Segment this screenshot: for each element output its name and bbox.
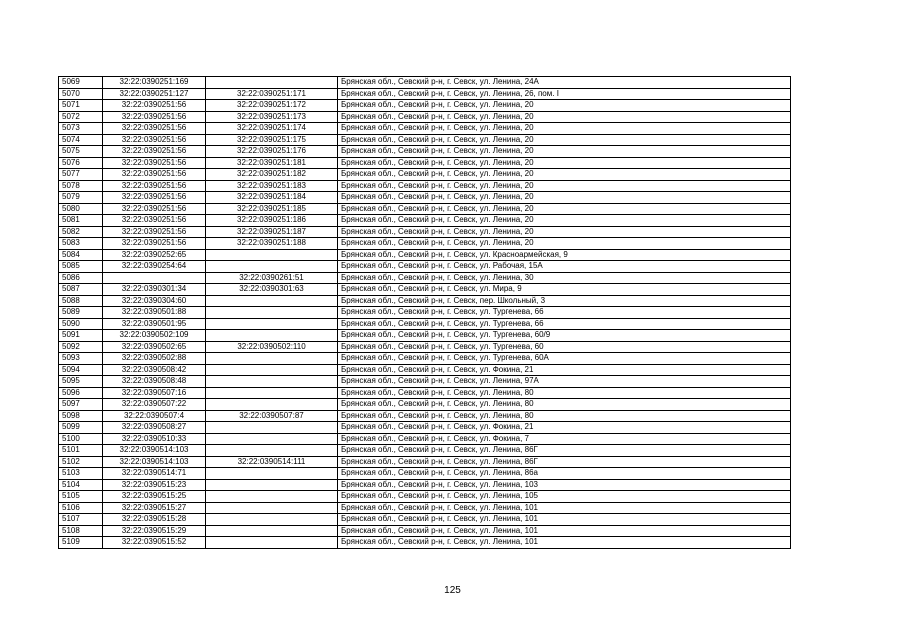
sub-cadastral-number-cell [206,318,338,330]
sub-cadastral-number-cell: 32:22:0390261:51 [206,272,338,284]
cadastral-number-cell [103,272,206,284]
table-row [59,192,791,204]
address-cell: Брянская обл., Севский р-н, г. Севск, ул. Фокина, 7 [338,433,791,445]
cadastral-number-cell: 32:22:0390515:27 [103,502,206,514]
cadastral-number-cell: 32:22:0390501:88 [103,307,206,319]
cadastral-number-cell: 32:22:0390251:56 [103,238,206,250]
sub-cadastral-number-cell [206,261,338,273]
row-number-cell: 5093 [59,353,103,365]
table-row [59,146,791,158]
address-cell: Брянская обл., Севский р-н, г. Севск, ул. Красноармейская, 9 [338,249,791,261]
row-number-cell: 5092 [59,341,103,353]
sub-cadastral-number-cell [206,502,338,514]
table-row [59,169,791,181]
address-cell: Брянская обл., Севский р-н, г. Севск, ул. Ленина, 20 [338,203,791,215]
sub-cadastral-number-cell [206,376,338,388]
row-number-cell: 5085 [59,261,103,273]
table-row [59,387,791,399]
sub-cadastral-number-cell: 32:22:0390251:181 [206,157,338,169]
row-number-cell: 5089 [59,307,103,319]
address-cell: Брянская обл., Севский р-н, г. Севск, ул. Ленина, 86Г [338,456,791,468]
cadastral-number-cell: 32:22:0390251:127 [103,88,206,100]
address-cell: Брянская обл., Севский р-н, г. Севск, ул. Ленина, 101 [338,514,791,526]
row-number-cell: 5097 [59,399,103,411]
table-row [59,111,791,123]
row-number-cell: 5069 [59,77,103,89]
table-row [59,307,791,319]
row-number-cell: 5098 [59,410,103,422]
table-row [59,88,791,100]
address-cell: Брянская обл., Севский р-н, г. Севск, ул. Ленина, 97А [338,376,791,388]
address-cell: Брянская обл., Севский р-н, г. Севск, ул. Фокина, 21 [338,422,791,434]
cadastral-number-cell: 32:22:0390304:60 [103,295,206,307]
table-row [59,261,791,273]
row-number-cell: 5105 [59,491,103,503]
row-number-cell: 5102 [59,456,103,468]
row-number-cell: 5099 [59,422,103,434]
sub-cadastral-number-cell [206,249,338,261]
page-number: 125 [444,585,461,596]
sub-cadastral-number-cell [206,295,338,307]
table-row [59,226,791,238]
cadastral-number-cell: 32:22:0390251:56 [103,111,206,123]
table-row [59,330,791,342]
row-number-cell: 5074 [59,134,103,146]
cadastral-number-cell: 32:22:0390252:65 [103,249,206,261]
table-row [59,77,791,89]
address-cell: Брянская обл., Севский р-н, г. Севск, ул. Ленина, 20 [338,123,791,135]
table-row [59,353,791,365]
address-cell: Брянская обл., Севский р-н, г. Севск, ул. Ленина, 20 [338,226,791,238]
address-cell: Брянская обл., Севский р-н, г. Севск, ул. Ленина, 105 [338,491,791,503]
table-row [59,399,791,411]
cadastral-number-cell: 32:22:0390251:56 [103,192,206,204]
sub-cadastral-number-cell [206,491,338,503]
cadastral-number-cell: 32:22:0390514:103 [103,456,206,468]
cadastral-number-cell: 32:22:0390510:33 [103,433,206,445]
row-number-cell: 5079 [59,192,103,204]
address-cell: Брянская обл., Севский р-н, г. Севск, ул. Ленина, 101 [338,525,791,537]
cadastral-number-cell: 32:22:0390251:56 [103,123,206,135]
row-number-cell: 5094 [59,364,103,376]
row-number-cell: 5107 [59,514,103,526]
address-cell: Брянская обл., Севский р-н, г. Севск, ул. Ленина, 86Г [338,445,791,457]
sub-cadastral-number-cell [206,525,338,537]
cadastral-number-cell: 32:22:0390508:42 [103,364,206,376]
address-cell: Брянская обл., Севский р-н, г. Севск, ул. Ленина, 101 [338,502,791,514]
table-row [59,100,791,112]
sub-cadastral-number-cell: 32:22:0390514:111 [206,456,338,468]
address-cell: Брянская обл., Севский р-н, г. Севск, ул. Ленина, 86а [338,468,791,480]
address-cell: Брянская обл., Севский р-н, г. Севск, ул. Мира, 9 [338,284,791,296]
table-row [59,502,791,514]
row-number-cell: 5073 [59,123,103,135]
cadastral-number-cell: 32:22:0390514:103 [103,445,206,457]
sub-cadastral-number-cell: 32:22:0390251:187 [206,226,338,238]
table-row [59,537,791,549]
table-row [59,410,791,422]
table-row [59,468,791,480]
row-number-cell: 5072 [59,111,103,123]
address-cell: Брянская обл., Севский р-н, г. Севск, ул. Ленина, 20 [338,238,791,250]
sub-cadastral-number-cell: 32:22:0390251:183 [206,180,338,192]
address-cell: Брянская обл., Севский р-н, г. Севск, ул. Тургенева, 60А [338,353,791,365]
sub-cadastral-number-cell: 32:22:0390251:175 [206,134,338,146]
sub-cadastral-number-cell: 32:22:0390251:186 [206,215,338,227]
table-row [59,525,791,537]
table-row [59,249,791,261]
table-row [59,376,791,388]
row-number-cell: 5108 [59,525,103,537]
table-row [59,203,791,215]
row-number-cell: 5082 [59,226,103,238]
sub-cadastral-number-cell: 32:22:0390251:173 [206,111,338,123]
cadastral-number-cell: 32:22:0390502:109 [103,330,206,342]
table-row [59,341,791,353]
row-number-cell: 5086 [59,272,103,284]
address-cell: Брянская обл., Севский р-н, г. Севск, ул. Ленина, 30 [338,272,791,284]
row-number-cell: 5080 [59,203,103,215]
sub-cadastral-number-cell [206,468,338,480]
register-table-body [59,77,791,549]
address-cell: Брянская обл., Севский р-н, г. Севск, ул. Ленина, 20 [338,100,791,112]
address-cell: Брянская обл., Севский р-н, г. Севск, ул. Ленина, 24А [338,77,791,89]
cadastral-number-cell: 32:22:0390514:71 [103,468,206,480]
cadastral-number-cell: 32:22:0390515:25 [103,491,206,503]
cadastral-number-cell: 32:22:0390251:56 [103,180,206,192]
address-cell: Брянская обл., Севский р-н, г. Севск, ул. Ленина, 20 [338,169,791,181]
cadastral-number-cell: 32:22:0390515:29 [103,525,206,537]
row-number-cell: 5075 [59,146,103,158]
cadastral-number-cell: 32:22:0390507:22 [103,399,206,411]
address-cell: Брянская обл., Севский р-н, г. Севск, ул. Фокина, 21 [338,364,791,376]
cadastral-number-cell: 32:22:0390251:56 [103,157,206,169]
sub-cadastral-number-cell: 32:22:0390251:176 [206,146,338,158]
table-row [59,364,791,376]
row-number-cell: 5100 [59,433,103,445]
table-row [59,491,791,503]
table-row [59,422,791,434]
address-cell: Брянская обл., Севский р-н, г. Севск, ул. Тургенева, 66 [338,318,791,330]
row-number-cell: 5084 [59,249,103,261]
cadastral-number-cell: 32:22:0390515:23 [103,479,206,491]
sub-cadastral-number-cell: 32:22:0390251:185 [206,203,338,215]
table-row [59,514,791,526]
address-cell: Брянская обл., Севский р-н, г. Севск, ул. Ленина, 101 [338,537,791,549]
sub-cadastral-number-cell: 32:22:0390507:87 [206,410,338,422]
table-row [59,295,791,307]
cadastral-number-cell: 32:22:0390301:34 [103,284,206,296]
table-row [59,456,791,468]
table-row [59,433,791,445]
row-number-cell: 5103 [59,468,103,480]
row-number-cell: 5077 [59,169,103,181]
sub-cadastral-number-cell: 32:22:0390251:172 [206,100,338,112]
table-row [59,180,791,192]
row-number-cell: 5104 [59,479,103,491]
row-number-cell: 5091 [59,330,103,342]
address-cell: Брянская обл., Севский р-н, г. Севск, ул. Тургенева, 66 [338,307,791,319]
cadastral-number-cell: 32:22:0390251:56 [103,203,206,215]
sub-cadastral-number-cell [206,479,338,491]
table-row [59,123,791,135]
table-row [59,445,791,457]
table-row [59,215,791,227]
cadastral-number-cell: 32:22:0390502:65 [103,341,206,353]
cadastral-number-cell: 32:22:0390508:48 [103,376,206,388]
cadastral-number-cell: 32:22:0390251:56 [103,169,206,181]
address-cell: Брянская обл., Севский р-н, г. Севск, ул. Ленина, 80 [338,387,791,399]
sub-cadastral-number-cell: 32:22:0390251:184 [206,192,338,204]
sub-cadastral-number-cell: 32:22:0390251:174 [206,123,338,135]
address-cell: Брянская обл., Севский р-н, г. Севск, ул. Ленина, 20 [338,157,791,169]
address-cell: Брянская обл., Севский р-н, г. Севск, пер. Школьный, 3 [338,295,791,307]
cadastral-number-cell: 32:22:0390251:169 [103,77,206,89]
address-cell: Брянская обл., Севский р-н, г. Севск, ул. Тургенева, 60 [338,341,791,353]
table-row [59,272,791,284]
cadastral-number-cell: 32:22:0390251:56 [103,100,206,112]
address-cell: Брянская обл., Севский р-н, г. Севск, ул. Ленина, 26, пом. I [338,88,791,100]
cadastral-number-cell: 32:22:0390508:27 [103,422,206,434]
address-cell: Брянская обл., Севский р-н, г. Севск, ул. Ленина, 80 [338,399,791,411]
row-number-cell: 5076 [59,157,103,169]
sub-cadastral-number-cell: 32:22:0390251:188 [206,238,338,250]
cadastral-number-cell: 32:22:0390507:4 [103,410,206,422]
sub-cadastral-number-cell: 32:22:0390251:171 [206,88,338,100]
cadastral-number-cell: 32:22:0390502:88 [103,353,206,365]
address-cell: Брянская обл., Севский р-н, г. Севск, ул. Ленина, 20 [338,146,791,158]
property-register-table [58,76,791,549]
cadastral-number-cell: 32:22:0390251:56 [103,134,206,146]
row-number-cell: 5090 [59,318,103,330]
row-number-cell: 5095 [59,376,103,388]
address-cell: Брянская обл., Севский р-н, г. Севск, ул. Тургенева, 60/9 [338,330,791,342]
cadastral-number-cell: 32:22:0390501:95 [103,318,206,330]
cadastral-number-cell: 32:22:0390254:64 [103,261,206,273]
table-row [59,238,791,250]
row-number-cell: 5101 [59,445,103,457]
row-number-cell: 5088 [59,295,103,307]
cadastral-number-cell: 32:22:0390515:28 [103,514,206,526]
table-row [59,157,791,169]
address-cell: Брянская обл., Севский р-н, г. Севск, ул. Ленина, 20 [338,134,791,146]
sub-cadastral-number-cell [206,537,338,549]
row-number-cell: 5081 [59,215,103,227]
sub-cadastral-number-cell [206,387,338,399]
sub-cadastral-number-cell [206,445,338,457]
sub-cadastral-number-cell [206,514,338,526]
cadastral-number-cell: 32:22:0390515:52 [103,537,206,549]
cadastral-number-cell: 32:22:0390251:56 [103,226,206,238]
table-row [59,284,791,296]
sub-cadastral-number-cell [206,307,338,319]
row-number-cell: 5070 [59,88,103,100]
sub-cadastral-number-cell: 32:22:0390301:63 [206,284,338,296]
sub-cadastral-number-cell [206,330,338,342]
row-number-cell: 5109 [59,537,103,549]
table-row [59,318,791,330]
row-number-cell: 5071 [59,100,103,112]
address-cell: Брянская обл., Севский р-н, г. Севск, ул. Ленина, 103 [338,479,791,491]
sub-cadastral-number-cell [206,77,338,89]
sub-cadastral-number-cell: 32:22:0390251:182 [206,169,338,181]
cadastral-number-cell: 32:22:0390251:56 [103,146,206,158]
sub-cadastral-number-cell [206,353,338,365]
table-row [59,134,791,146]
cadastral-number-cell: 32:22:0390507:16 [103,387,206,399]
address-cell: Брянская обл., Севский р-н, г. Севск, ул. Ленина, 20 [338,111,791,123]
row-number-cell: 5078 [59,180,103,192]
row-number-cell: 5087 [59,284,103,296]
address-cell: Брянская обл., Севский р-н, г. Севск, ул. Ленина, 20 [338,192,791,204]
table-row [59,479,791,491]
sub-cadastral-number-cell [206,433,338,445]
sub-cadastral-number-cell: 32:22:0390502:110 [206,341,338,353]
row-number-cell: 5106 [59,502,103,514]
sub-cadastral-number-cell [206,422,338,434]
row-number-cell: 5096 [59,387,103,399]
cadastral-number-cell: 32:22:0390251:56 [103,215,206,227]
sub-cadastral-number-cell [206,399,338,411]
row-number-cell: 5083 [59,238,103,250]
address-cell: Брянская обл., Севский р-н, г. Севск, ул. Рабочая, 15А [338,261,791,273]
address-cell: Брянская обл., Севский р-н, г. Севск, ул. Ленина, 20 [338,180,791,192]
sub-cadastral-number-cell [206,364,338,376]
address-cell: Брянская обл., Севский р-н, г. Севск, ул. Ленина, 80 [338,410,791,422]
address-cell: Брянская обл., Севский р-н, г. Севск, ул. Ленина, 20 [338,215,791,227]
